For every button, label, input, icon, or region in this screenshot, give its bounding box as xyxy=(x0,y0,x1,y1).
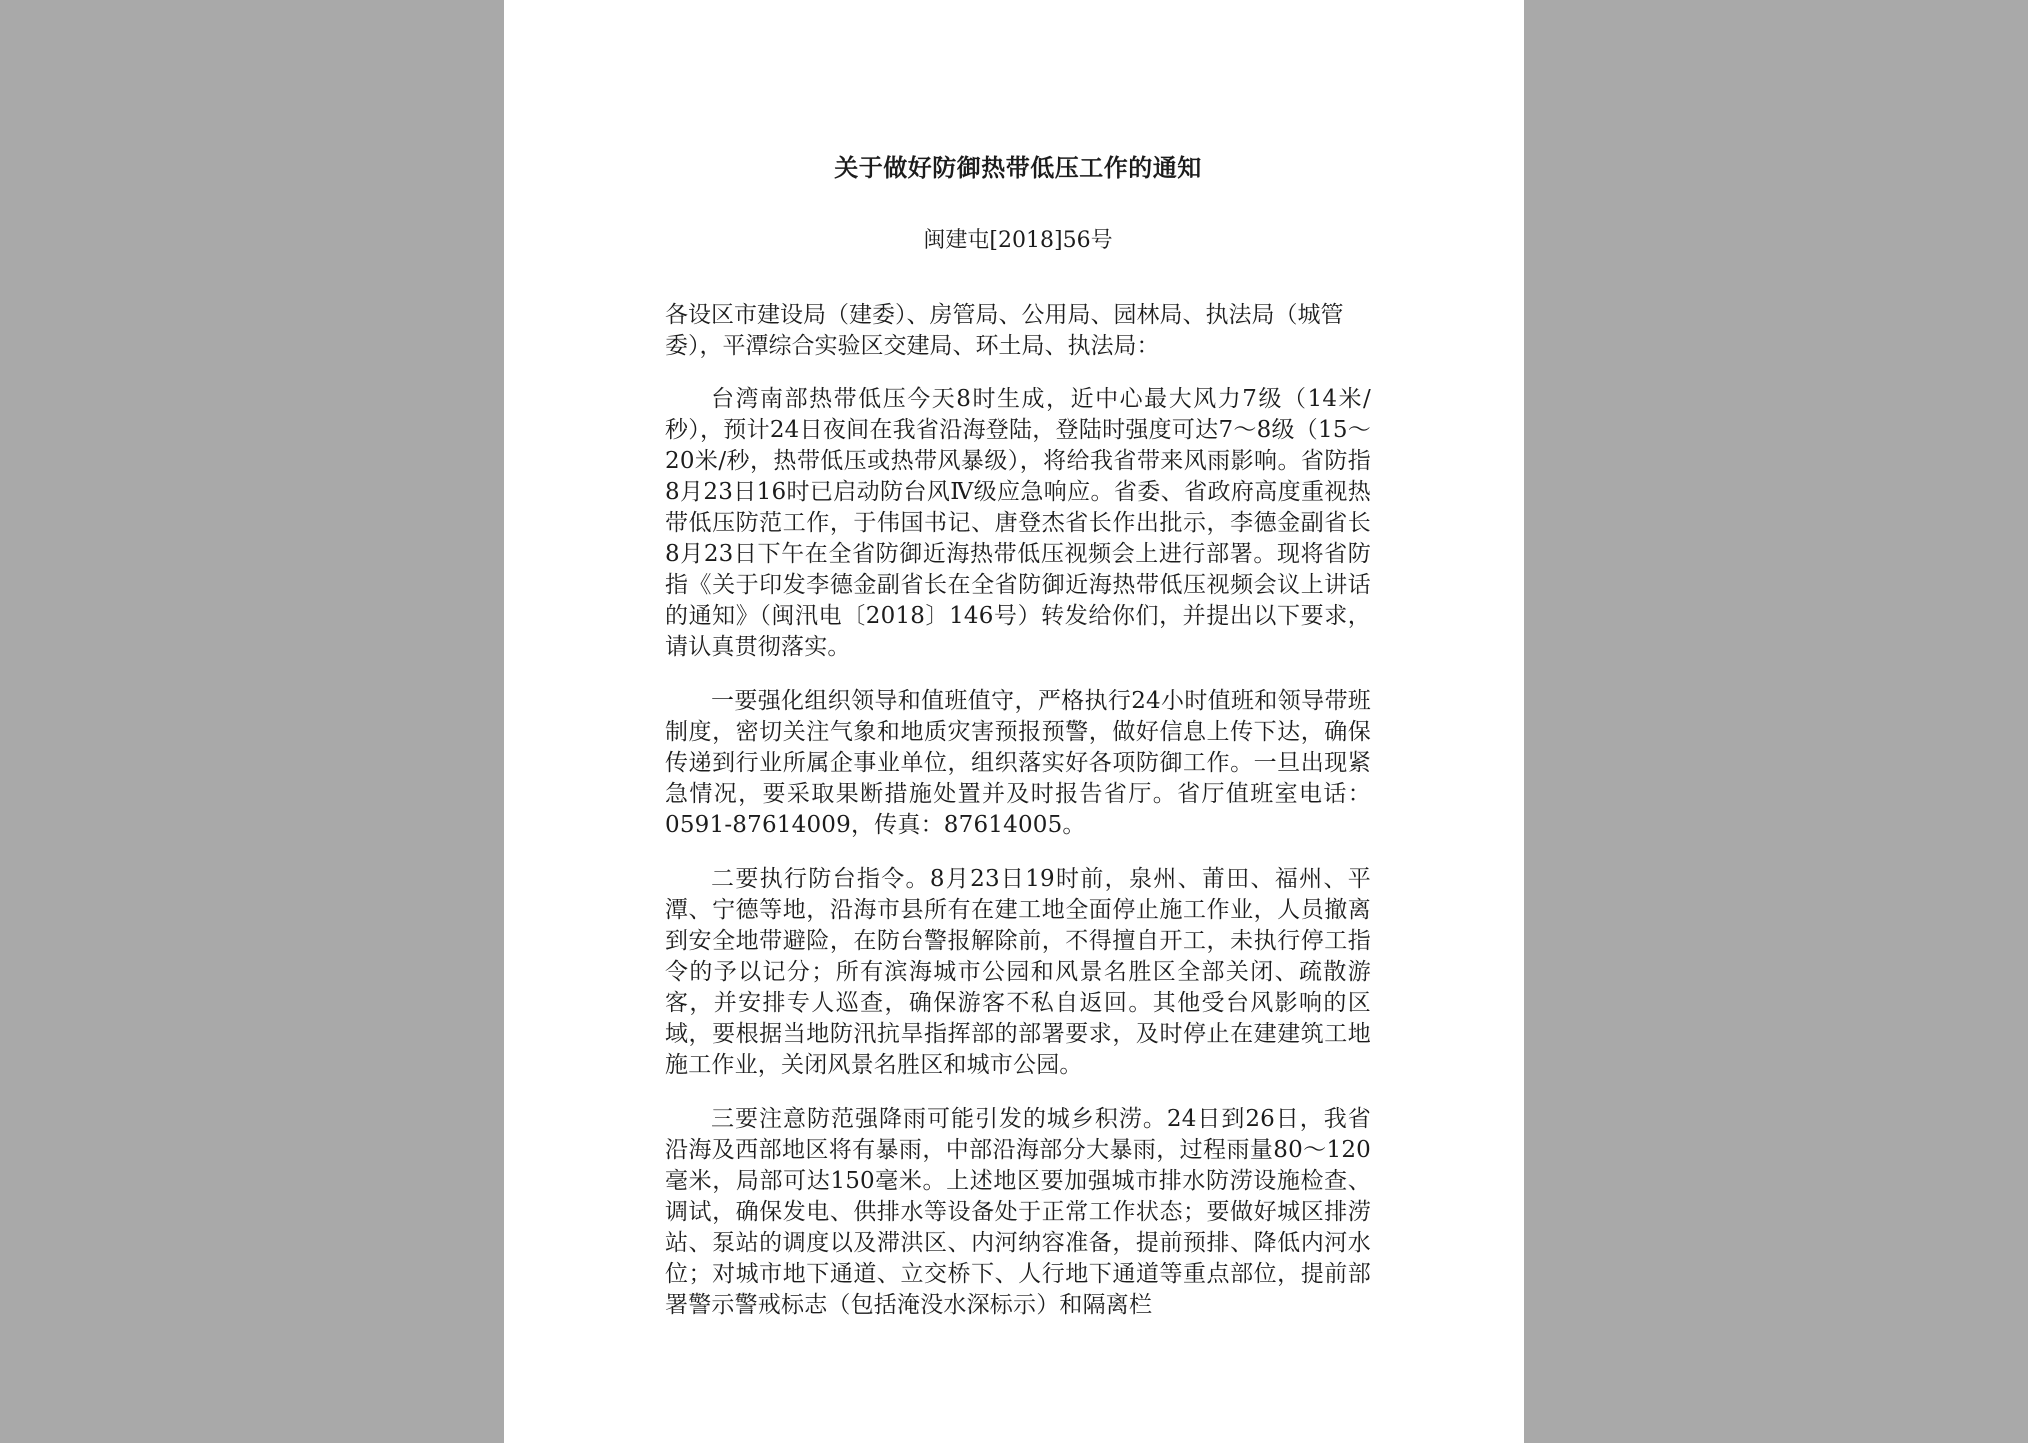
paragraph-requirement-2: 二要执行防台指令。8月23日19时前，泉州、莆田、福州、平潭、宁德等地，沿海市县所有在建工地全面停止施工作业，人员撤离到安全地带避险，在防台警报解除前，不得擅自开工，未执行停工指令的予以记分；所有滨海城市公园和风景名胜区全部关闭、疏散游客，并安排专人巡查，确保游客不私自返回。其他受台风影响的区域，要根据当地防汛抗旱指挥部的部署要求，及时停止在建建筑工地施工作业，关闭风景名胜区和城市公园。 xyxy=(665,866,1371,1078)
document-page xyxy=(504,0,1524,1443)
document-title: 关于做好防御热带低压工作的通知 xyxy=(834,153,1202,182)
document-number: 闽建屯[2018]56号 xyxy=(923,228,1113,253)
paragraph-intro: 台湾南部热带低压今天8时生成，近中心最大风力7级（14米/秒），预计24日夜间在我省沿海登陆，登陆时强度可达7～8级（15～20米/秒，热带低压或热带风暴级），将给我省带来风雨影响。省防指8月23日16时已启动防台风Ⅳ级应急响应。省委、省政府高度重视热带低压防范工作，于伟国书记、唐登杰省长作出批示，李德金副省长8月23日下午在全省防御近海热带低压视频会上进行部署。现将省防指《关于印发李德金副省长在全省防御近海热带低压视频会议上讲话的通知》（闽汛电〔2018〕146号）转发给你们，并提出以下要求，请认真贯彻落实。 xyxy=(665,386,1371,660)
addressee-line: 各设区市建设局（建委）、房管局、公用局、园林局、执法局（城管委），平潭综合实验区交建局、环土局、执法局： xyxy=(665,302,1344,359)
document-body xyxy=(665,150,1371,1344)
paragraph-requirement-3: 三要注意防范强降雨可能引发的城乡积涝。24日到26日，我省沿海及西部地区将有暴雨，中部沿海部分大暴雨，过程雨量80～120毫米，局部可达150毫米。上述地区要加强城市排水防涝设施检查、调试，确保发电、供排水等设备处于正常工作状态；要做好城区排涝站、泵站的调度以及滞洪区、内河纳容准备，提前预排、降低内河水位；对城市地下通道、立交桥下、人行地下通道等重点部位，提前部署警示警戒标志（包括淹没水深标示）和隔离栏 xyxy=(665,1106,1371,1318)
paragraph-requirement-1: 一要强化组织领导和值班值守，严格执行24小时值班和领导带班制度，密切关注气象和地质灾害预报预警，做好信息上传下达，确保传递到行业所属企事业单位，组织落实好各项防御工作。一旦出现紧急情况，要采取果断措施处置并及时报告省厅。省厅值班室电话：0591-87614009，传真：87614005。 xyxy=(665,688,1371,838)
